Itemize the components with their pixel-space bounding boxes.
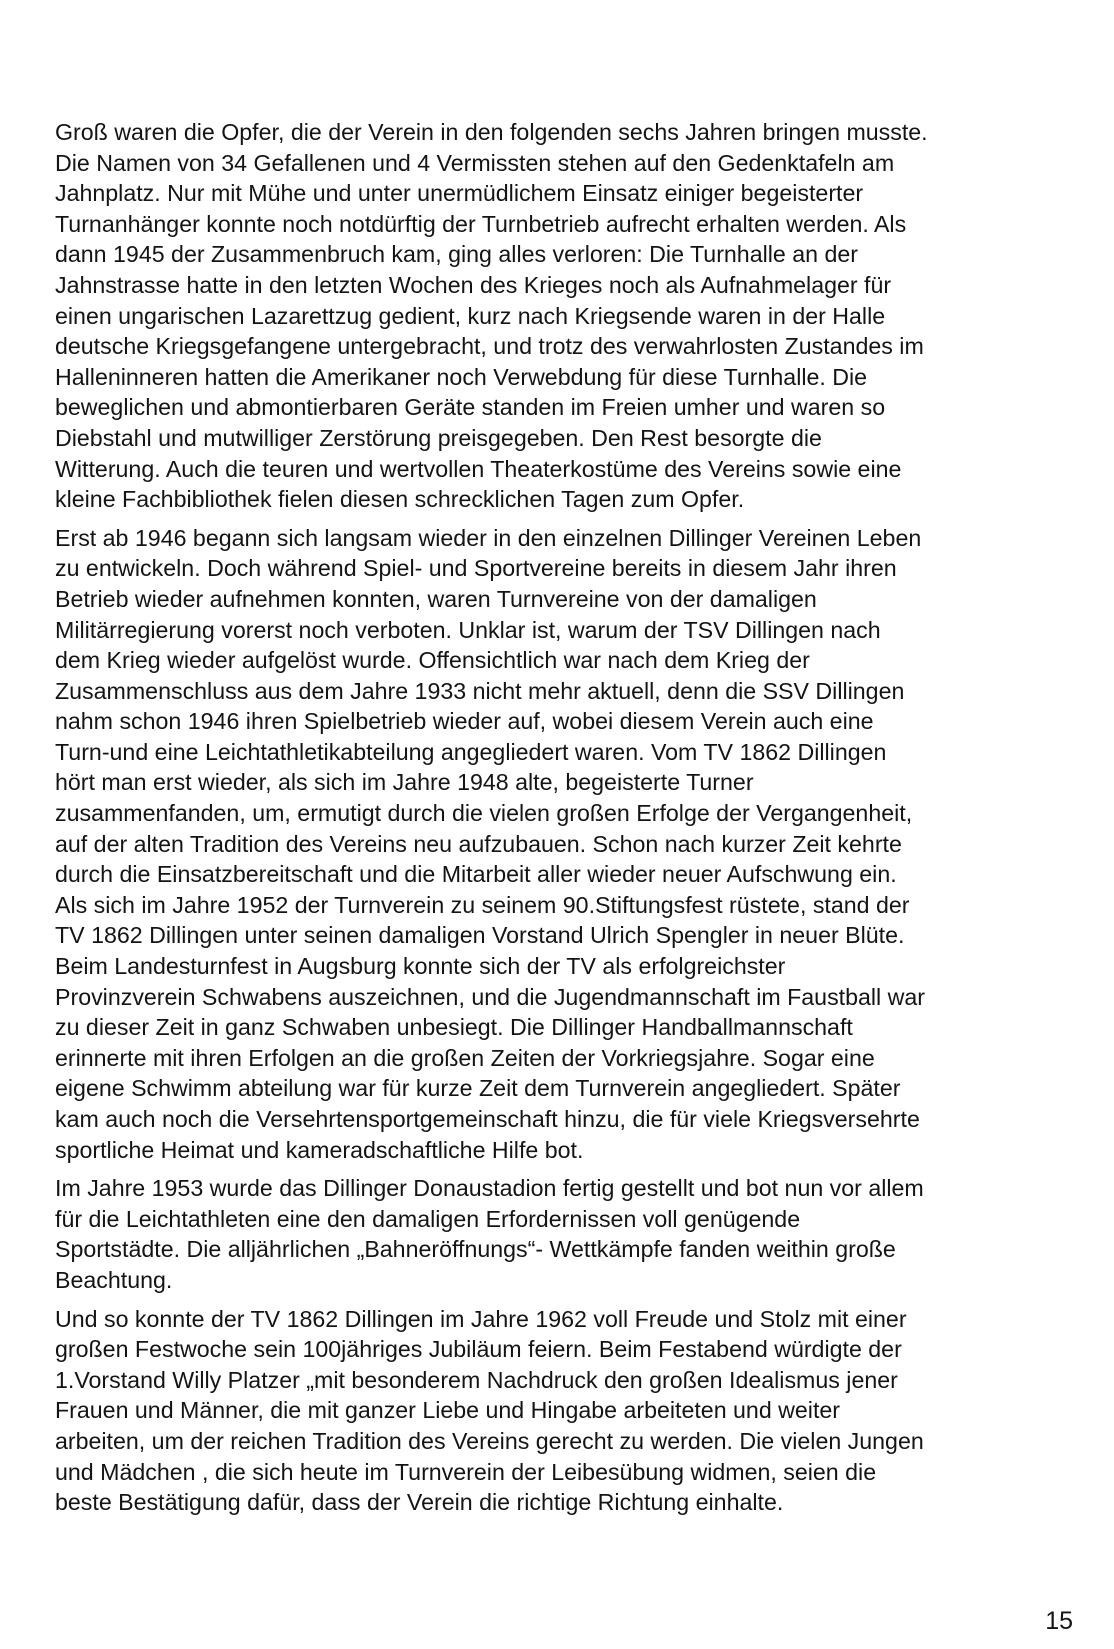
text-line: kam auch noch die Versehrtensportgemeinschaft hinzu, die für viele Kriegsversehrte	[55, 1106, 920, 1132]
text-line: Und so konnte der TV 1862 Dillingen im Jahre 1962 voll Freude und Stolz mit einer	[55, 1305, 907, 1332]
text-line: zusammenfanden, um, ermutigt durch die vielen großen Erfolge der Vergangenheit,	[55, 800, 913, 827]
text-line: Frauen und Männer, die mit ganzer Liebe und Hingabe arbeiteten und weiter	[55, 1397, 841, 1424]
text-line: Diebstahl und mutwilliger Zerstörung preisgegeben. Den Rest besorgte die	[55, 424, 822, 451]
text-line: sportliche Heimat und kameradschaftliche Hilfe bot.	[55, 1136, 584, 1163]
text-line: Provinzverein Schwabens auszeichnen, und die Jugendmannschaft im Faustball war	[55, 983, 926, 1010]
text-line: auf der alten Tradition des Vereins neu aufzubauen. Schon nach kurzer Zeit kehrte	[55, 830, 902, 857]
text-line: Groß waren die Opfer, die der Verein in den folgenden sechs Jahren bringen musste.	[55, 119, 928, 145]
text-line: Betrieb wieder aufnehmen konnten, waren Turnvereine von der damaligen	[55, 585, 817, 612]
text-line: arbeiten, um der reichen Tradition des Vereins gerecht zu werden. Die vielen Jungen	[55, 1427, 924, 1454]
text-line: Im Jahre 1953 wurde das Dillinger Donaustadion fertig gestellt und bot nun vor allem	[55, 1175, 924, 1202]
text-line: beste Bestätigung dafür, dass der Verein die richtige Richtung einhalte.	[55, 1489, 784, 1516]
paragraph	[55, 117, 1065, 515]
text-line: für die Leichtathleten eine den damaligen Erfordernissen voll genügende	[55, 1205, 801, 1232]
text-line: durch die Einsatzbereitschaft und die Mitarbeit aller wieder neuer Aufschwung ein.	[55, 861, 897, 888]
text-line: dann 1945 der Zusammenbruch kam, ging alles verloren: Die Turnhalle an der	[55, 241, 858, 268]
text-line: hört man erst wieder, als sich im Jahre 1948 alte, begeisterte Turner	[55, 769, 754, 796]
text-line: Als sich im Jahre 1952 der Turnverein zu seinem 90.Stiftungsfest rüstete, stand der	[55, 891, 910, 918]
text-line: Die Namen von 34 Gefallenen und 4 Vermissten stehen auf den Gedenktafeln am	[55, 149, 895, 176]
text-line: Erst ab 1946 begann sich langsam wieder in den einzelnen Dillinger Vereinen Leben	[55, 524, 922, 551]
text-line: beweglichen und abmontierbaren Geräte standen im Freien umher und waren so	[55, 394, 886, 421]
paragraph	[55, 1304, 1065, 1518]
text-line: Sportstädte. Die alljährlichen „Bahneröffnungs“- Wettkämpfe fanden weithin große	[55, 1236, 896, 1263]
text-line: zu entwickeln. Doch während Spiel- und Sportvereine bereits in diesem Jahr ihren	[55, 555, 897, 582]
text-line: Zusammenschluss aus dem Jahre 1933 nicht mehr aktuell, denn die SSV Dillingen	[55, 677, 905, 704]
text-line: Witterung. Auch die teuren und wertvollen Theaterkostüme des Vereins sowie eine	[55, 455, 902, 482]
text-line: Jahnstrasse hatte in den letzten Wochen des Krieges noch als Aufnahmelager für	[55, 271, 892, 298]
text-line: Beim Landesturnfest in Augsburg konnte sich der TV als erfolgreichster	[55, 953, 786, 980]
text-line: eigene Schwimm abteilung war für kurze Zeit dem Turnverein angegliedert. Später	[55, 1075, 901, 1102]
text-line: und Mädchen , die sich heute im Turnverein der Leibesübung widmen, seien die	[55, 1458, 877, 1485]
text-line: dem Krieg wieder aufgelöst wurde. Offensichtlich war nach dem Krieg der	[55, 647, 810, 674]
paragraph	[55, 1173, 1065, 1295]
text-line: zu dieser Zeit in ganz Schwaben unbesiegt. Die Dillinger Handballmannschaft	[55, 1014, 853, 1041]
text-line: Militärregierung vorerst noch verboten. Unklar ist, warum der TSV Dillingen nach	[55, 616, 881, 643]
text-line: erinnerte mit ihren Erfolgen an die großen Zeiten der Vorkriegsjahre. Sogar eine	[55, 1044, 875, 1071]
text-line: deutsche Kriegsgefangene untergebracht, und trotz des verwahrlosten Zustandes im	[55, 333, 924, 360]
page-body	[55, 117, 1065, 1526]
text-line: 1.Vorstand Willy Platzer „mit besonderem Nachdruck den großen Idealismus jener	[55, 1366, 898, 1393]
text-line: Turnanhänger konnte noch notdürftig der Turnbetrieb aufrecht erhalten werden. Als	[55, 210, 907, 237]
paragraph	[55, 523, 1065, 1165]
page-number: 15	[1045, 1607, 1073, 1635]
text-line: kleine Fachbibliothek fielen diesen schrecklichen Tagen zum Opfer.	[55, 486, 745, 513]
text-line: Beachtung.	[55, 1266, 173, 1293]
text-line: TV 1862 Dillingen unter seinen damaligen Vorstand Ulrich Spengler in neuer Blüte.	[55, 922, 905, 949]
text-line: Jahnplatz. Nur mit Mühe und unter unermüdlichem Einsatz einiger begeisterter	[55, 180, 864, 207]
text-line: einen ungarischen Lazarettzug gedient, kurz nach Kriegsende waren in der Halle	[55, 302, 886, 329]
text-line: großen Festwoche sein 100jähriges Jubiläum feiern. Beim Festabend würdigte der	[55, 1336, 902, 1363]
text-line: Halleninneren hatten die Amerikaner noch Verwebdung für diese Turnhalle. Die	[55, 363, 868, 390]
text-line: nahm schon 1946 ihren Spielbetrieb wieder auf, wobei diesem Verein auch eine	[55, 708, 874, 735]
text-line: Turn-und eine Leichtathletikabteilung angegliedert waren. Vom TV 1862 Dillingen	[55, 738, 887, 765]
